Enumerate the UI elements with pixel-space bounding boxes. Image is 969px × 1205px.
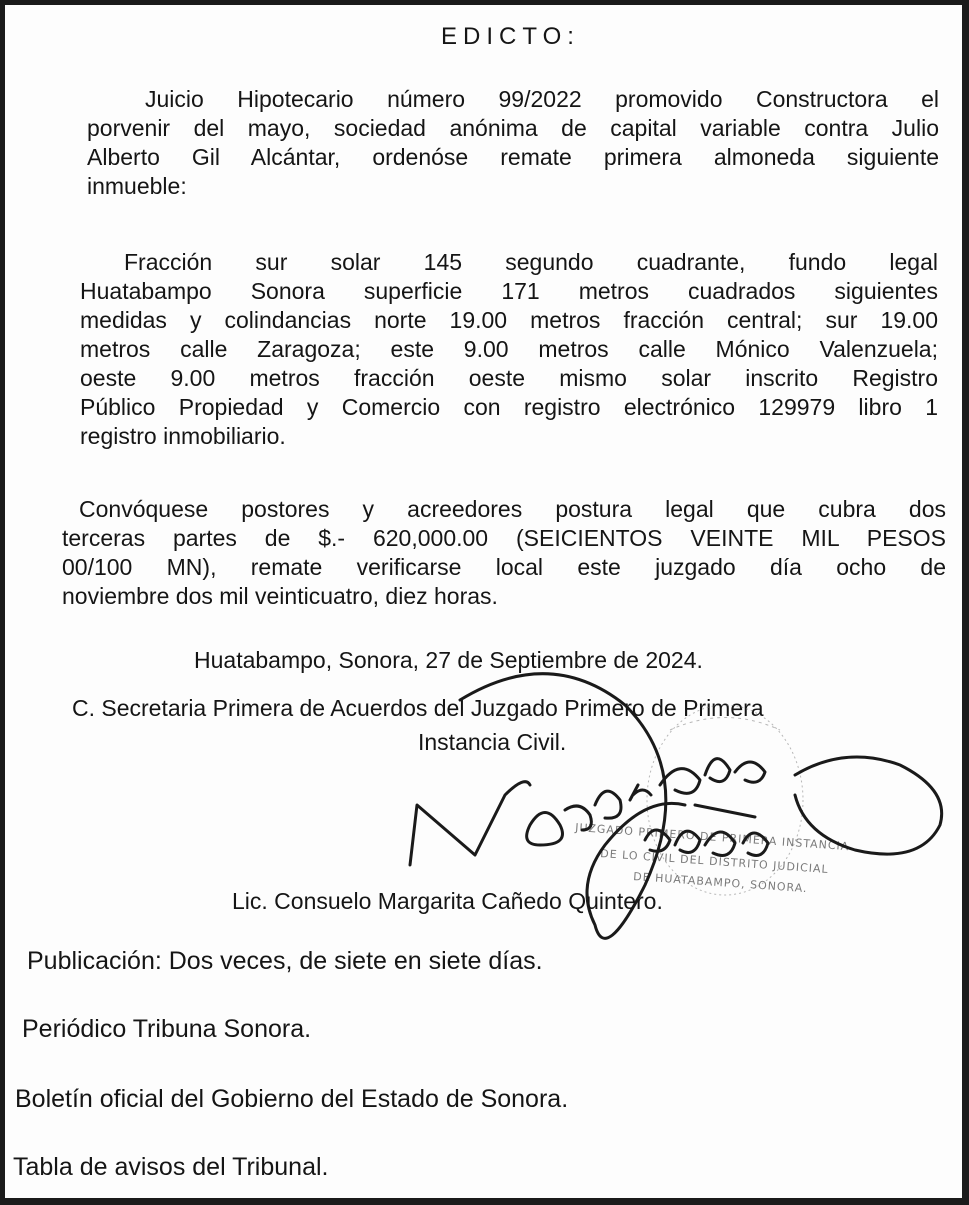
secretary-title-line1: C. Secretaria Primera de Acuerdos del Juzgado Primero de Primera — [72, 695, 764, 721]
paragraph-line: metros calle Zaragoza; este 9.00 metros calle Mónico Valenzuela; — [80, 336, 938, 362]
paragraph-line: medidas y colindancias norte 19.00 metros fracción central; sur 19.00 — [80, 307, 938, 333]
paragraph-line: Convóquese postores y acreedores postura legal que cubra dos — [79, 496, 946, 522]
paragraph-line: registro inmobiliario. — [80, 423, 286, 449]
stamp-line1: JUZGADO PRIMERO DE PRIMERA INSTANCIA — [574, 821, 850, 854]
place-date: Huatabampo, Sonora, 27 de Septiembre de 2024. — [194, 647, 703, 673]
paragraph-line: Público Propiedad y Comercio con registro electrónico 129979 libro 1 — [80, 394, 938, 420]
secretary-title-line2: Instancia Civil. — [418, 729, 567, 755]
stamp-line3: DE HUATABAMPO, SONORA. — [632, 870, 808, 896]
publication-note: Publicación: Dos veces, de siete en siete días. — [27, 947, 543, 975]
paragraph-line: Fracción sur solar 145 segundo cuadrante, fundo legal — [124, 249, 938, 275]
edict-title: EDICTO: — [441, 23, 580, 50]
notice-board-note: Tabla de avisos del Tribunal. — [13, 1153, 329, 1181]
bulletin-note: Boletín oficial del Gobierno del Estado de Sonora. — [15, 1085, 569, 1113]
paragraph-line: noviembre dos mil veinticuatro, diez horas. — [62, 583, 498, 609]
newspaper-note: Periódico Tribuna Sonora. — [22, 1015, 312, 1043]
edict-page — [5, 5, 962, 1198]
paragraph-line: 00/100 MN), remate verificarse local este juzgado día ocho de — [62, 554, 946, 580]
paragraph-line: inmueble: — [87, 173, 187, 199]
paragraph-line: Juicio Hipotecario número 99/2022 promovido Constructora el — [145, 86, 939, 112]
paragraph-line: Alberto Gil Alcántar, ordenóse remate primera almoneda siguiente — [87, 144, 939, 170]
paragraph-line: terceras partes de $.- 620,000.00 (SEICIENTOS VEINTE MIL PESOS — [62, 525, 946, 551]
paragraph-line: Huatabampo Sonora superficie 171 metros cuadrados siguientes — [80, 278, 938, 304]
stamp-line2: DE LO CIVIL DEL DISTRITO JUDICIAL — [599, 847, 830, 876]
paragraph-line: oeste 9.00 metros fracción oeste mismo solar inscrito Registro — [80, 365, 938, 391]
signer-name: Lic. Consuelo Margarita Cañedo Quintero. — [232, 888, 663, 914]
paragraph-line: porvenir del mayo, sociedad anónima de capital variable contra Julio — [87, 115, 939, 141]
